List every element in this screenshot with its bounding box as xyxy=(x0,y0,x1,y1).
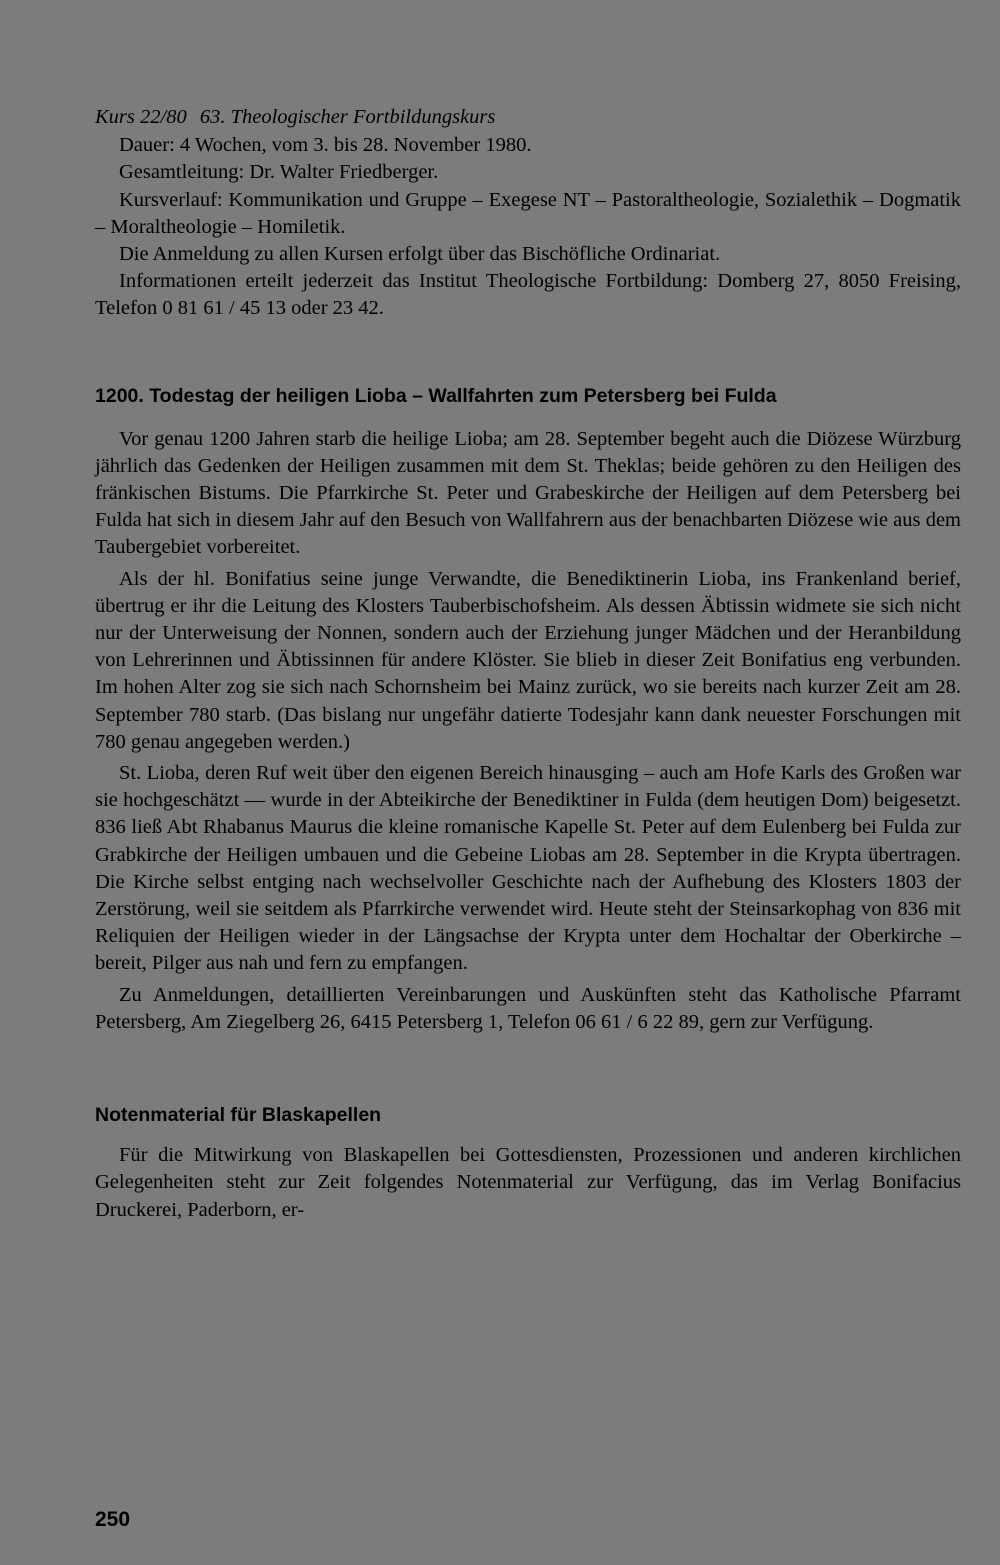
course-duration: Dauer: 4 Wochen, vom 3. bis 28. November 1980. xyxy=(119,134,532,157)
course-info: Informationen erteilt jederzeit das Institut Theologische Fortbildung: Domberg 27, 8050 Freising, Telefon 0 81 61 / 45 13 oder 23 42. xyxy=(95,270,961,320)
course-section xyxy=(95,104,961,323)
lioba-paragraph: Zu Anmeldungen, detaillierten Vereinbarungen und Auskünften steht das Katholische Pfarramt Petersberg, Am Ziegelberg 26, 6415 Petersberg 1, Telefon 06 61 / 6 22 89, gern zur Verfügung. xyxy=(95,983,961,1033)
lioba-heading: 1200. Todestag der heiligen Lioba – Wallfahrten zum Petersberg bei Fulda xyxy=(95,384,777,407)
course-curriculum: Kursverlauf: Kommunikation und Gruppe – Exegese NT – Pastoraltheologie, Sozialethik – Dogmatik – Moraltheologie – Homiletik. xyxy=(95,188,961,238)
lioba-paragraph: St. Lioba, deren Ruf weit über den eigenen Bereich hinausging – auch am Hofe Karls des Großen war sie hochgeschätzt — wurde in der Abteikirche der Benediktiner in Fulda (dem heutigen Dom) beigesetzt. 836 ließ Abt Rhabanus Maurus die kleine romanische Kapelle St. Peter auf dem Eulenberg bei Fulda zur Grabkirche der Heiligen umbauen und die Gebeine Liobas am 28. September in die Krypta übertragen. Die Kirche selbst entging nach wechselvoller Geschichte nach der Aufhebung des Klosters 1803 der Zerstörung, weil sie seitdem als Pfarrkirche verwendet wird. Heute steht der Steinsarkophag von 836 mit Reliquien der Heiligen wieder in der Längsachse der Krypta unter dem Hochaltar der Oberkirche – bereit, Pilger aus nah und fern zu empfangen. xyxy=(95,762,961,975)
course-code: Kurs 22/80 xyxy=(95,106,187,128)
course-registration: Die Anmeldung zu allen Kursen erfolgt über das Bischöfliche Ordinariat. xyxy=(119,243,721,266)
lioba-paragraph: Als der hl. Bonifatius seine junge Verwandte, die Benediktinerin Lioba, ins Frankenland berief, übertrug er ihr die Leitung des Klosters Tauberbischofsheim. Als dessen Äbtissin widmete sie sich nicht nur der Unterweisung der Nonnen, sondern auch der Erziehung junger Mädchen und der Heranbildung von Lehrerinnen und Äbtissinnen für andere Klöster. Sie blieb in dieser Zeit Bonifatius eng verbunden. Im hohen Alter zog sie sich nach Schornsheim bei Mainz zurück, wo sie bereits nach kurzer Zeit am 28. September 780 starb. (Das bislang nur ungefähr datierte Todesjahr kann dank neuester Forschungen mit 780 genau angegeben werden.) xyxy=(95,567,961,753)
lioba-section xyxy=(95,383,961,1036)
course-title: 63. Theologischer Fortbildungskurs xyxy=(199,106,496,128)
course-lead: Gesamtleitung: Dr. Walter Friedberger. xyxy=(119,161,439,184)
notes-section xyxy=(95,1102,961,1224)
course-heading xyxy=(95,104,961,131)
page-number: 250 xyxy=(95,1508,131,1531)
notes-heading: Notenmaterial für Blaskapellen xyxy=(95,1104,382,1127)
page-content xyxy=(95,104,961,1224)
notes-paragraph: Für die Mitwirkung von Blaskapellen bei Gottesdiensten, Prozessionen und anderen kirchlichen Gelegenheiten steht zur Zeit folgendes Notenmaterial zur Verfügung, das im Verlag Bonifacius Druckerei, Paderborn, er- xyxy=(95,1144,961,1221)
lioba-paragraph: Vor genau 1200 Jahren starb die heilige Lioba; am 28. September begeht auch die Diözese Würzburg jährlich das Gedenken der Heiligen zusammen mit dem St. Theklas; beide gehören zu den Heiligen des fränkischen Bistums. Die Pfarrkirche St. Peter und Grabeskirche der Heiligen auf dem Petersberg bei Fulda hat sich in diesem Jahr auf den Besuch von Wallfahrern aus der benachbarten Diözese wie aus dem Taubergebiet vorbereitet. xyxy=(95,427,961,559)
